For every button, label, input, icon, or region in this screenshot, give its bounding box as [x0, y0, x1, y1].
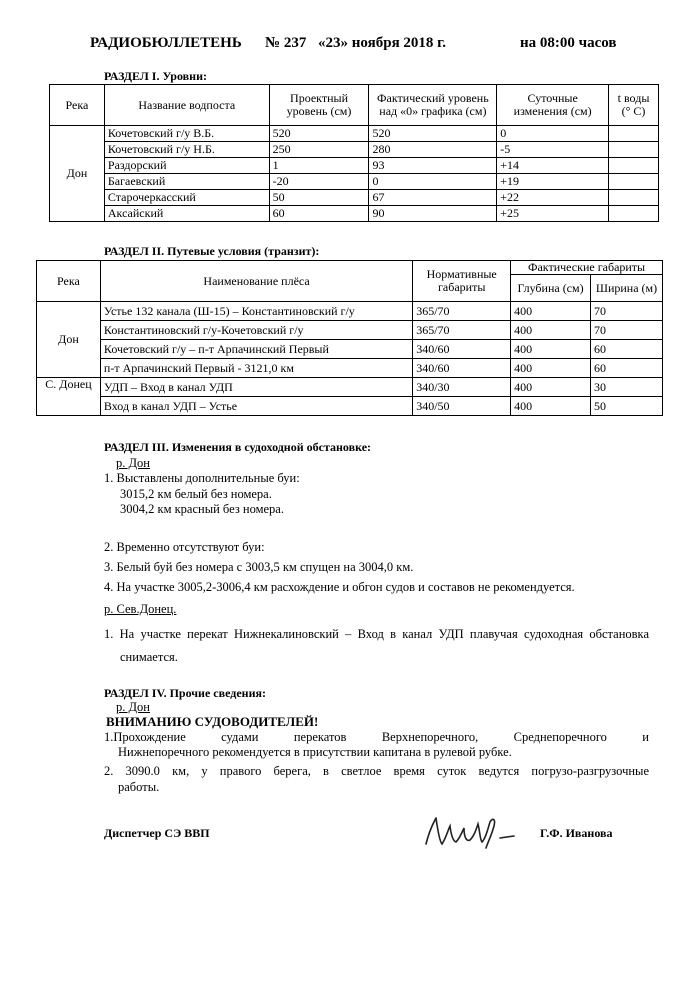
station-name: Кочетовский г/у В.Б.	[104, 126, 269, 142]
table-row	[50, 190, 659, 206]
depth: 400	[511, 321, 591, 340]
actual-level: 0	[369, 174, 497, 190]
width: 50	[591, 397, 663, 416]
section3-item1b: 3004,2 км красный без номера.	[120, 502, 284, 516]
bulletin-date: «23» ноября 2018 г.	[318, 35, 447, 51]
depth: 400	[511, 340, 591, 359]
daily-change: +19	[497, 174, 609, 190]
section1-title: РАЗДЕЛ I. Уровни:	[104, 69, 207, 83]
col-actual-level: Фактический уровень над «0» графика (см)	[369, 85, 497, 126]
actual-level: 280	[369, 142, 497, 158]
station-name: Аксайский	[104, 206, 269, 222]
section3-item5-line1: 1. На участке перекат Нижнекалиновский – Вход в канал УДП плавучая судоходная обстановка	[104, 627, 649, 641]
section3-river-don: р. Дон	[116, 456, 150, 470]
width: 60	[591, 359, 663, 378]
water-temp	[609, 126, 659, 142]
section4-river-don: р. Дон	[116, 700, 150, 714]
col-daily-change: Суточные изменения (см)	[497, 85, 609, 126]
actual-level: 93	[369, 158, 497, 174]
water-temp	[609, 142, 659, 158]
table-row	[37, 340, 663, 359]
section4-title: РАЗДЕЛ IV. Прочие сведения:	[104, 686, 266, 700]
dispatcher-name: Г.Ф. Иванова	[540, 826, 613, 840]
transit-header-row	[37, 261, 663, 275]
col-depth: Глубина (см)	[511, 275, 591, 302]
col-river: Река	[37, 261, 101, 302]
section3-river-donets: р. Сев.Донец.	[104, 602, 177, 616]
water-temp	[609, 190, 659, 206]
river-name: Дон	[50, 126, 105, 222]
section4-item2-line2: работы.	[118, 780, 160, 794]
river-name: С. Донец	[37, 378, 101, 416]
water-temp	[609, 206, 659, 222]
station-name: Кочетовский г/у Н.Б.	[104, 142, 269, 158]
attention-heading: ВНИМАНИЮ СУДОВОДИТЕЛЕЙ!	[106, 714, 319, 729]
bulletin-time: на 08:00 часов	[520, 35, 617, 51]
water-temp	[609, 174, 659, 190]
daily-change: +22	[497, 190, 609, 206]
reach-name: Устье 132 канала (Ш-15) – Константиновский г/у	[100, 302, 412, 321]
daily-change: -5	[497, 142, 609, 158]
section4-item1-line2: Нижнепоречного рекомендуется в присутствии капитана в рулевой рубке.	[118, 745, 512, 759]
section3-item1a: 3015,2 км белый без номера.	[120, 487, 272, 501]
depth: 400	[511, 378, 591, 397]
depth: 400	[511, 359, 591, 378]
actual-level: 520	[369, 126, 497, 142]
station-name: Старочеркасский	[104, 190, 269, 206]
col-water-temp: t воды (° С)	[609, 85, 659, 126]
design-level: 50	[269, 190, 369, 206]
design-level: -20	[269, 174, 369, 190]
section3-item5-line2: снимается.	[120, 650, 178, 664]
dispatcher-position: Диспетчер СЭ ВВП	[104, 826, 210, 840]
actual-level: 67	[369, 190, 497, 206]
depth: 400	[511, 397, 591, 416]
table-row	[50, 174, 659, 190]
bulletin-title: РАДИОБЮЛЛЕТЕНЬ	[90, 35, 242, 51]
depth: 400	[511, 302, 591, 321]
col-station: Название водпоста	[104, 85, 269, 126]
actual-level: 90	[369, 206, 497, 222]
table-row	[37, 378, 663, 397]
levels-header-row	[50, 85, 659, 126]
col-width: Ширина (м)	[591, 275, 663, 302]
design-level: 60	[269, 206, 369, 222]
col-river: Река	[50, 85, 105, 126]
river-name: Дон	[37, 302, 101, 378]
signature-icon	[420, 808, 530, 858]
daily-change: 0	[497, 126, 609, 142]
design-level: 250	[269, 142, 369, 158]
station-name: Раздорский	[104, 158, 269, 174]
section3-item4: 4. На участке 3005,2-3006,4 км расхождение и обгон судов и составов не рекомендуется.	[104, 580, 575, 594]
table-row	[50, 206, 659, 222]
col-actual-dimensions: Фактические габариты	[511, 261, 663, 275]
table-row	[50, 142, 659, 158]
norm-dimensions: 365/70	[413, 321, 511, 340]
table-row	[37, 397, 663, 416]
table-row	[50, 158, 659, 174]
reach-name: УДП – Вход в канал УДП	[100, 378, 412, 397]
table-row	[37, 321, 663, 340]
norm-dimensions: 340/60	[413, 340, 511, 359]
section3-item3: 3. Белый буй без номера с 3003,5 км спущен на 3004,0 км.	[104, 560, 414, 574]
col-norm-dimensions: Нормативные габариты	[413, 261, 511, 302]
table-row	[37, 359, 663, 378]
section4-item1-line1: 1.Прохождение судами перекатов Верхнепоречного, Среднепоречного и	[104, 730, 649, 744]
section3-item2: 2. Временно отсутствуют буи:	[104, 540, 265, 554]
section3-item1: 1. Выставлены дополнительные буи:	[104, 471, 300, 485]
section4-item2-line1: 2. 3090.0 км, у правого берега, в светлое время суток ведутся погрузо-разгрузочные	[104, 764, 649, 778]
design-level: 1	[269, 158, 369, 174]
width: 60	[591, 340, 663, 359]
reach-name: Кочетовский г/у – п-т Арпачинский Первый	[100, 340, 412, 359]
section2-title: РАЗДЕЛ II. Путевые условия (транзит):	[104, 244, 320, 258]
design-level: 520	[269, 126, 369, 142]
norm-dimensions: 340/60	[413, 359, 511, 378]
reach-name: Вход в канал УДП – Устье	[100, 397, 412, 416]
width: 70	[591, 302, 663, 321]
daily-change: +14	[497, 158, 609, 174]
water-temp	[609, 158, 659, 174]
width: 30	[591, 378, 663, 397]
table-row	[37, 302, 663, 321]
bulletin-number: № 237	[265, 35, 307, 51]
levels-table	[49, 84, 659, 222]
width: 70	[591, 321, 663, 340]
daily-change: +25	[497, 206, 609, 222]
col-reach-name: Наименование плёса	[100, 261, 412, 302]
transit-table	[36, 260, 663, 416]
reach-name: п-т Арпачинский Первый - 3121,0 км	[100, 359, 412, 378]
reach-name: Константиновский г/у-Кочетовский г/у	[100, 321, 412, 340]
norm-dimensions: 365/70	[413, 302, 511, 321]
norm-dimensions: 340/30	[413, 378, 511, 397]
norm-dimensions: 340/50	[413, 397, 511, 416]
section3-title: РАЗДЕЛ III. Изменения в судоходной обстановке:	[104, 440, 372, 454]
station-name: Багаевский	[104, 174, 269, 190]
table-row	[50, 126, 659, 142]
col-design-level: Проектный уровень (см)	[269, 85, 369, 126]
